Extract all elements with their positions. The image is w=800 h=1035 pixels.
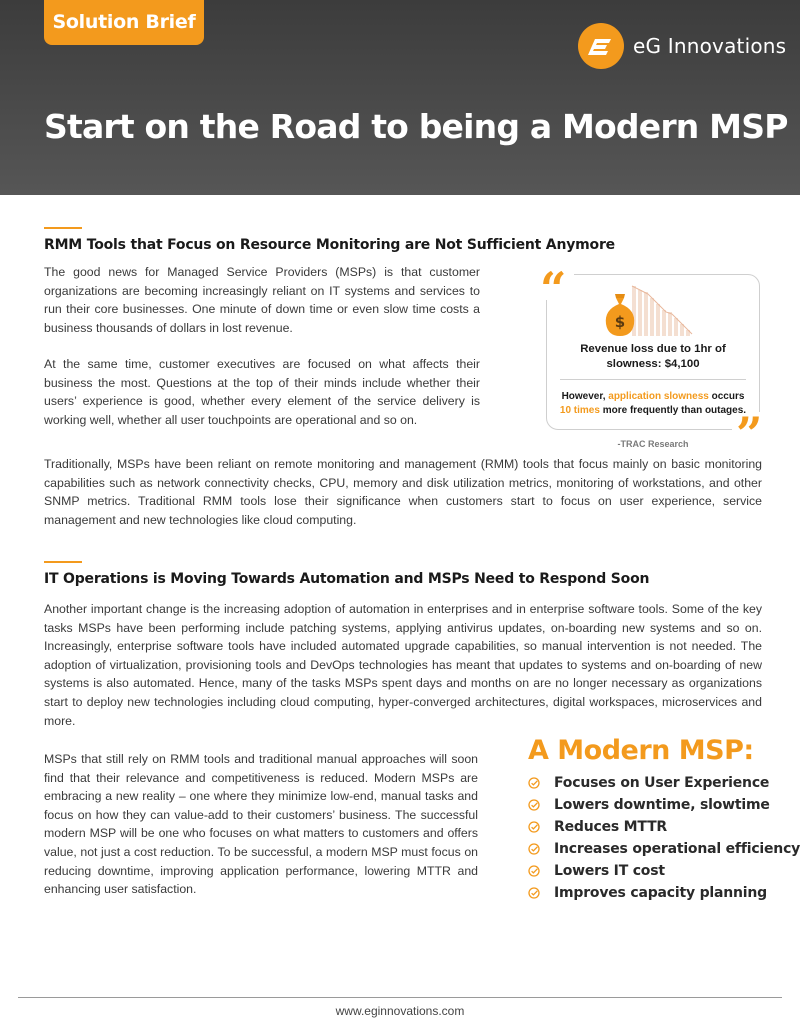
list-item: Lowers IT cost (528, 860, 800, 882)
logo-text: eG Innovations (633, 34, 787, 58)
list-item: Lowers downtime, slowtime (528, 794, 800, 816)
section-accent-rule (44, 561, 82, 563)
paragraph: Another important change is the increasing adoption of automation in enterprises and in enterprise software tools. Some of the key tasks MSPs have been performing include patching systems, applying antivirus updates, on-boarding new systems and so on. Increasingly, enterprise software tools have included automated upgrade capabilities, so manual intervention is not needed. The adoption of virtualization, provisioning tools and DevOps technologies has meant that updates to systems and on-boarding of new systems is also automated. Hence, many of the tasks MSPs spent days and months on are no longer necessary as organizations start to deploy new technologies including cloud computing, hyper-converged architectures, digital workspaces, microservices and more. (44, 602, 762, 728)
paragraph: The good news for Managed Service Providers (MSPs) is that customer organizations are becoming increasingly reliant on IT systems and services to run their core businesses. One minute of down time or even slow time costs a business thousands of dollars in lost revenue. (44, 265, 480, 335)
page-title: Start on the Road to being a Modern MSP (44, 107, 788, 146)
highlight-text: 10 times (559, 405, 600, 416)
check-circle-icon (528, 887, 540, 899)
slowness-text: However, application slowness occurs 10 times more frequently than outages. (559, 391, 747, 416)
list-item: Improves capacity planning (528, 882, 800, 904)
section-accent-rule (44, 227, 82, 229)
check-circle-icon (528, 843, 540, 855)
list-item: Increases operational efficiency (528, 838, 800, 860)
paragraph: MSPs that still rely on RMM tools and traditional manual approaches will soon find that their relevance and competitiveness is reduced. Modern MSPs are embracing a new reality – one where they minimize low-end, manual tasks and focus on how they can value-add to their customers’ business. The successful modern MSP will be one who focuses on what matters to customers and offers value, not just a cost reduction. To be successful, a modern MSP must focus on reducing downtime, improving application performance, lowering MTTR and enhancing user satisfaction. (44, 752, 478, 897)
list-item: Focuses on User Experience (528, 772, 800, 794)
card-divider (560, 379, 746, 380)
paragraph: At the same time, customer executives are focused on what affects their business the most. Questions at the top of their minds include whether their users’ experience is good, whether every element of the service delivery is working well, whether all user touchpoints are operational and so on. (44, 357, 480, 427)
eg-logo-icon (578, 23, 624, 69)
revenue-loss-text: Revenue loss due to 1hr of slowness: $4,100 (580, 343, 726, 370)
check-circle-icon (528, 865, 540, 877)
open-quote-icon: “ (540, 262, 567, 316)
section-title-rmm: RMM Tools that Focus on Resource Monitoring are Not Sufficient Anymore (44, 237, 615, 253)
check-circle-icon (528, 821, 540, 833)
list-item: Reduces MTTR (528, 816, 800, 838)
section-title-automation: IT Operations is Moving Towards Automation and MSPs Need to Respond Soon (44, 571, 650, 587)
highlight-text: application slowness (608, 391, 709, 402)
footer-url[interactable]: www.eginnovations.com (335, 1004, 465, 1018)
modern-msp-list (528, 772, 800, 904)
paragraph: Traditionally, MSPs have been reliant on remote monitoring and management (RMM) tools that focus mainly on basic monitoring capabilities such as network connectivity checks, CPU, memory and disk utilization metrics, monitoring of workstations, and other SNMP metrics. Traditional RMM tools lose their significance when customers start to focus on user experience, service management and new technologies like cloud computing. (44, 457, 762, 527)
money-bag-icon (602, 284, 698, 340)
quote-source: -TRAC Research (617, 439, 689, 449)
check-circle-icon (528, 799, 540, 811)
svg-text:$: $ (614, 313, 626, 331)
modern-msp-title: A Modern MSP: (528, 735, 754, 766)
footer-divider (18, 997, 782, 998)
company-logo[interactable] (578, 23, 786, 69)
check-circle-icon (528, 777, 540, 789)
close-quote-icon: ” (736, 407, 763, 461)
solution-brief-badge: Solution Brief (44, 0, 204, 45)
